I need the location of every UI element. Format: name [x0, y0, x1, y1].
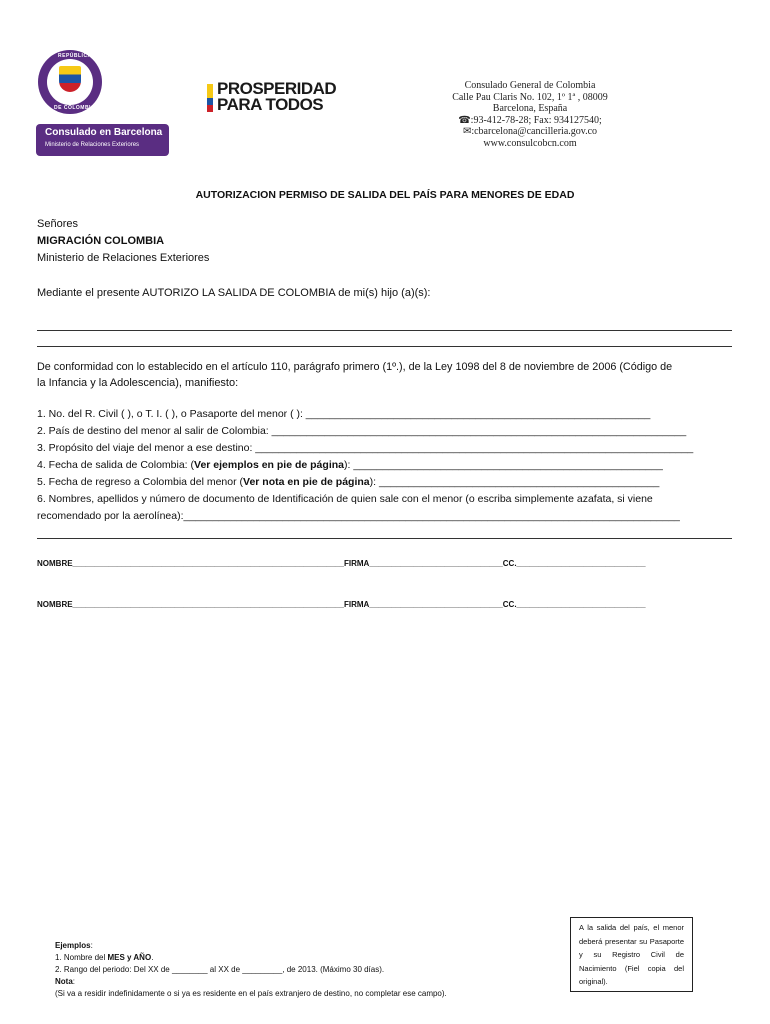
- notice-text: A la salida del país, el menor deberá presentar su Pasaporte y su Registro Civil de Nacimiento (Fiel copia del original).: [579, 923, 684, 986]
- field-departure-date[interactable]: [37, 459, 663, 471]
- address-line: Consulado General de Colombia: [464, 80, 596, 91]
- item5-prefix: 5. Fecha de regreso a Colombia del menor (: [37, 476, 244, 488]
- seal-text-top: REPÚBLICA: [58, 53, 92, 59]
- item5-bold: Ver nota en pie de página: [243, 476, 370, 488]
- salutation: Señores: [37, 218, 78, 230]
- consulado-title: Consulado en Barcelona: [45, 127, 163, 138]
- note-text: (Si va a residir indefinidamente o si ya es residente en el país extranjero de destino, no completar ese campo).: [55, 989, 447, 998]
- coat-of-arms-icon: [59, 66, 81, 92]
- field-trip-purpose[interactable]: 3. Propósito del viaje del menor a ese destino: ___________________________________________________________________________: [37, 442, 694, 454]
- address-line: Calle Pau Claris No. 102, 1º 1ª , 08009: [452, 91, 608, 103]
- ministry: Ministerio de Relaciones Exteriores: [37, 252, 210, 264]
- address-website: www.consulcobcn.com: [483, 137, 577, 149]
- law-text-line-2: la Infancia y la Adolescencia), manifiesto:: [37, 377, 239, 389]
- intro-text: Mediante el presente AUTORIZO LA SALIDA DE COLOMBIA de mi(s) hijo (a)(s):: [37, 287, 431, 299]
- child-name-line-2[interactable]: [37, 346, 732, 347]
- companion-extra-line[interactable]: [37, 538, 732, 539]
- addressee: MIGRACIÓN COLOMBIA: [37, 235, 165, 247]
- brand-line-1: PROSPERIDAD: [217, 79, 337, 98]
- example-1: 1. Nombre del MES y AÑO.: [55, 953, 154, 962]
- item4-suffix: ): _____________________________________________________: [343, 459, 663, 471]
- example-2: 2. Rango del periodo: Del XX de ________ al XX de _________, de 2013. (Máximo 30 días).: [55, 965, 385, 974]
- seal-text-bottom: DE COLOMBIA: [54, 105, 96, 111]
- law-text-line-1: De conformidad con lo establecido en el artículo 110, parágrafo primero (1º.), de la Ley 1098 del 8 de noviembre de 2006 (Código de: [37, 361, 673, 373]
- child-name-line-1[interactable]: [37, 330, 732, 331]
- item5-suffix: ): ________________________________________________: [369, 476, 660, 488]
- field-document-number[interactable]: 1. No. del R. Civil ( ), o T. I. ( ), o Pasaporte del menor ( ): ___________________________________________________________: [37, 408, 651, 420]
- prosperidad-logo: [217, 81, 336, 113]
- flag-stripe-icon: [207, 84, 213, 112]
- address-line: Barcelona, España: [492, 103, 568, 114]
- consulado-badge: [36, 124, 169, 156]
- signature-row-2[interactable]: NOMBRE_____________________________________________________________FIRMA______________________________CC._____________________________: [37, 600, 646, 609]
- brand-line-2: PARA TODOS: [217, 95, 324, 114]
- field-companion-line-2[interactable]: recomendado por la aerolínea):_____________________________________________________________________________________: [37, 510, 680, 522]
- item4-bold: Ver ejemplos en pie de página: [194, 459, 344, 471]
- colombia-seal-logo: [38, 50, 102, 114]
- field-companion-line-1: 6. Nombres, apellidos y número de documento de Identificación de quien sale con el menor (o escriba simplemente azafata, si viene: [37, 493, 653, 505]
- item4-prefix: 4. Fecha de salida de Colombia: (: [37, 459, 195, 471]
- note-label: Nota:: [55, 977, 76, 986]
- field-destination-country[interactable]: 2. País de destino del menor al salir de Colombia: _______________________________________________________________________: [37, 425, 687, 437]
- consulado-subtitle: Ministerio de Relaciones Exteriores: [45, 142, 140, 148]
- address-email: ✉:cbarcelona@cancilleria.gov.co: [462, 126, 598, 137]
- signature-row-1[interactable]: NOMBRE_____________________________________________________________FIRMA______________________________CC._____________________________: [37, 559, 646, 568]
- consulate-address: [430, 80, 630, 149]
- address-phone: ☎:93-412-78-28; Fax: 934127540;: [458, 114, 602, 126]
- examples-label: Ejemplos:: [55, 941, 93, 950]
- document-title: AUTORIZACION PERMISO DE SALIDA DEL PAÍS PARA MENORES DE EDAD: [195, 189, 575, 201]
- field-return-date[interactable]: [37, 476, 659, 488]
- passport-notice-box: [570, 917, 693, 992]
